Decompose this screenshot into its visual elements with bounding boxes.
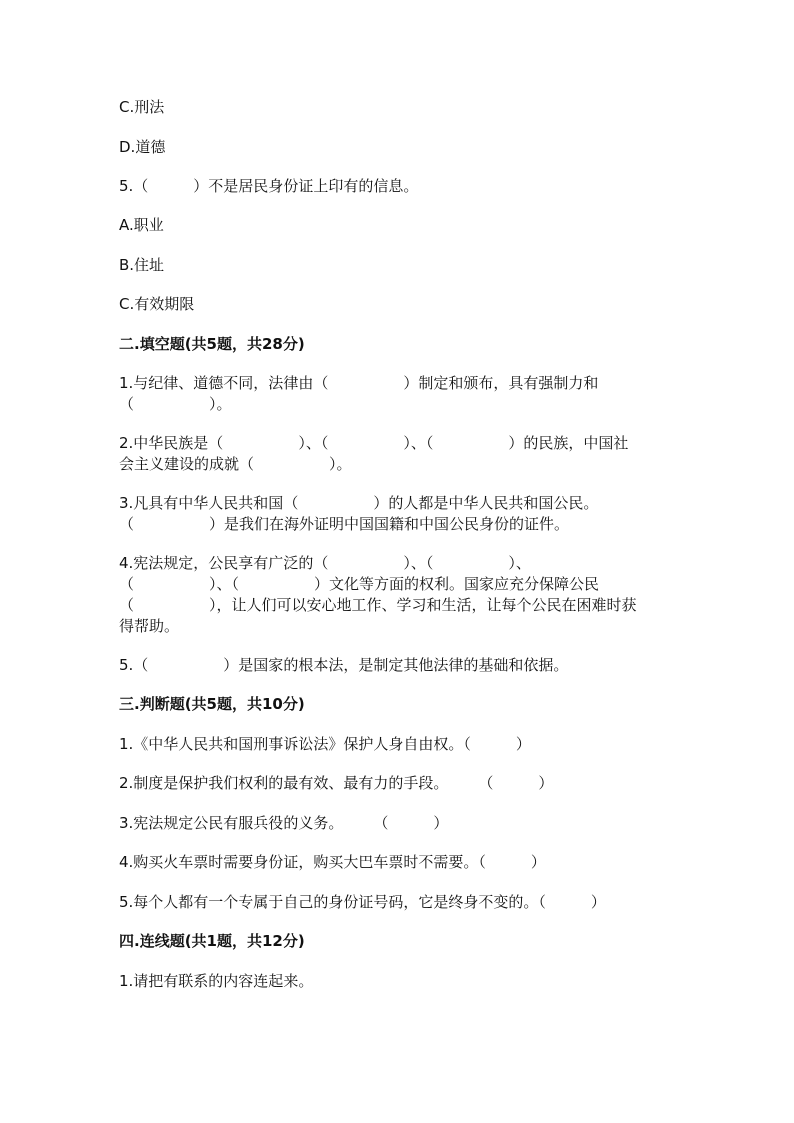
fill-q2-line1: 2.中华民族是（ ）、（ ）、（ ）的民族，中国社 xyxy=(119,434,629,452)
option-a-occupation: A.职业 xyxy=(119,216,164,234)
tf-item-4: 4.购买火车票时需要身份证，购买大巴车票时不需要。（ ） xyxy=(119,853,546,871)
fill-q4-line4: 得帮助。 xyxy=(119,617,180,635)
fill-q1-line2: （ ）。 xyxy=(119,395,232,413)
section-heading-true-false: 三.判断题(共5题，共10分) xyxy=(119,695,305,713)
section-heading-fill-in: 二.填空题(共5题，共28分) xyxy=(119,335,305,353)
tf-item-2: 2.制度是保护我们权利的最有效、最有力的手段。 （ ） xyxy=(119,774,554,792)
tf-item-1: 1.《中华人民共和国刑事诉讼法》保护人身自由权。（ ） xyxy=(119,735,531,753)
fill-q4-line2: （ ）、（ ）文化等方面的权利。国家应充分保障公民 xyxy=(119,575,600,593)
matching-q1: 1.请把有联系的内容连起来。 xyxy=(119,972,314,990)
fill-q3-line2: （ ）是我们在海外证明中国国籍和中国公民身份的证件。 xyxy=(119,515,570,533)
tf-item-5: 5.每个人都有一个专属于自己的身份证号码，它是终身不变的。（ ） xyxy=(119,893,606,911)
section-heading-matching: 四.连线题(共1题，共12分) xyxy=(119,932,305,950)
fill-q2-line2: 会主义建设的成就（ ）。 xyxy=(119,455,352,473)
option-d-morality: D.道德 xyxy=(119,138,166,156)
tf-item-3: 3.宪法规定公民有服兵役的义务。 （ ） xyxy=(119,814,449,832)
option-c-criminal-law: C.刑法 xyxy=(119,98,165,116)
fill-q5-line1: 5.（ ）是国家的根本法，是制定其他法律的基础和依据。 xyxy=(119,656,569,674)
option-b-address: B.住址 xyxy=(119,256,165,274)
fill-q3-line1: 3.凡具有中华人民共和国（ ）的人都是中华人民共和国公民。 xyxy=(119,494,599,512)
question-5-stem: 5.（ ）不是居民身份证上印有的信息。 xyxy=(119,177,419,195)
fill-q4-line1: 4.宪法规定，公民享有广泛的（ ）、（ ）、 xyxy=(119,554,531,572)
option-c-validity: C.有效期限 xyxy=(119,295,195,313)
fill-q4-line3: （ ），让人们可以安心地工作、学习和生活，让每个公民在困难时获 xyxy=(119,596,637,614)
fill-q1-line1: 1.与纪律、道德不同，法律由（ ）制定和颁布，具有强制力和 xyxy=(119,374,599,392)
